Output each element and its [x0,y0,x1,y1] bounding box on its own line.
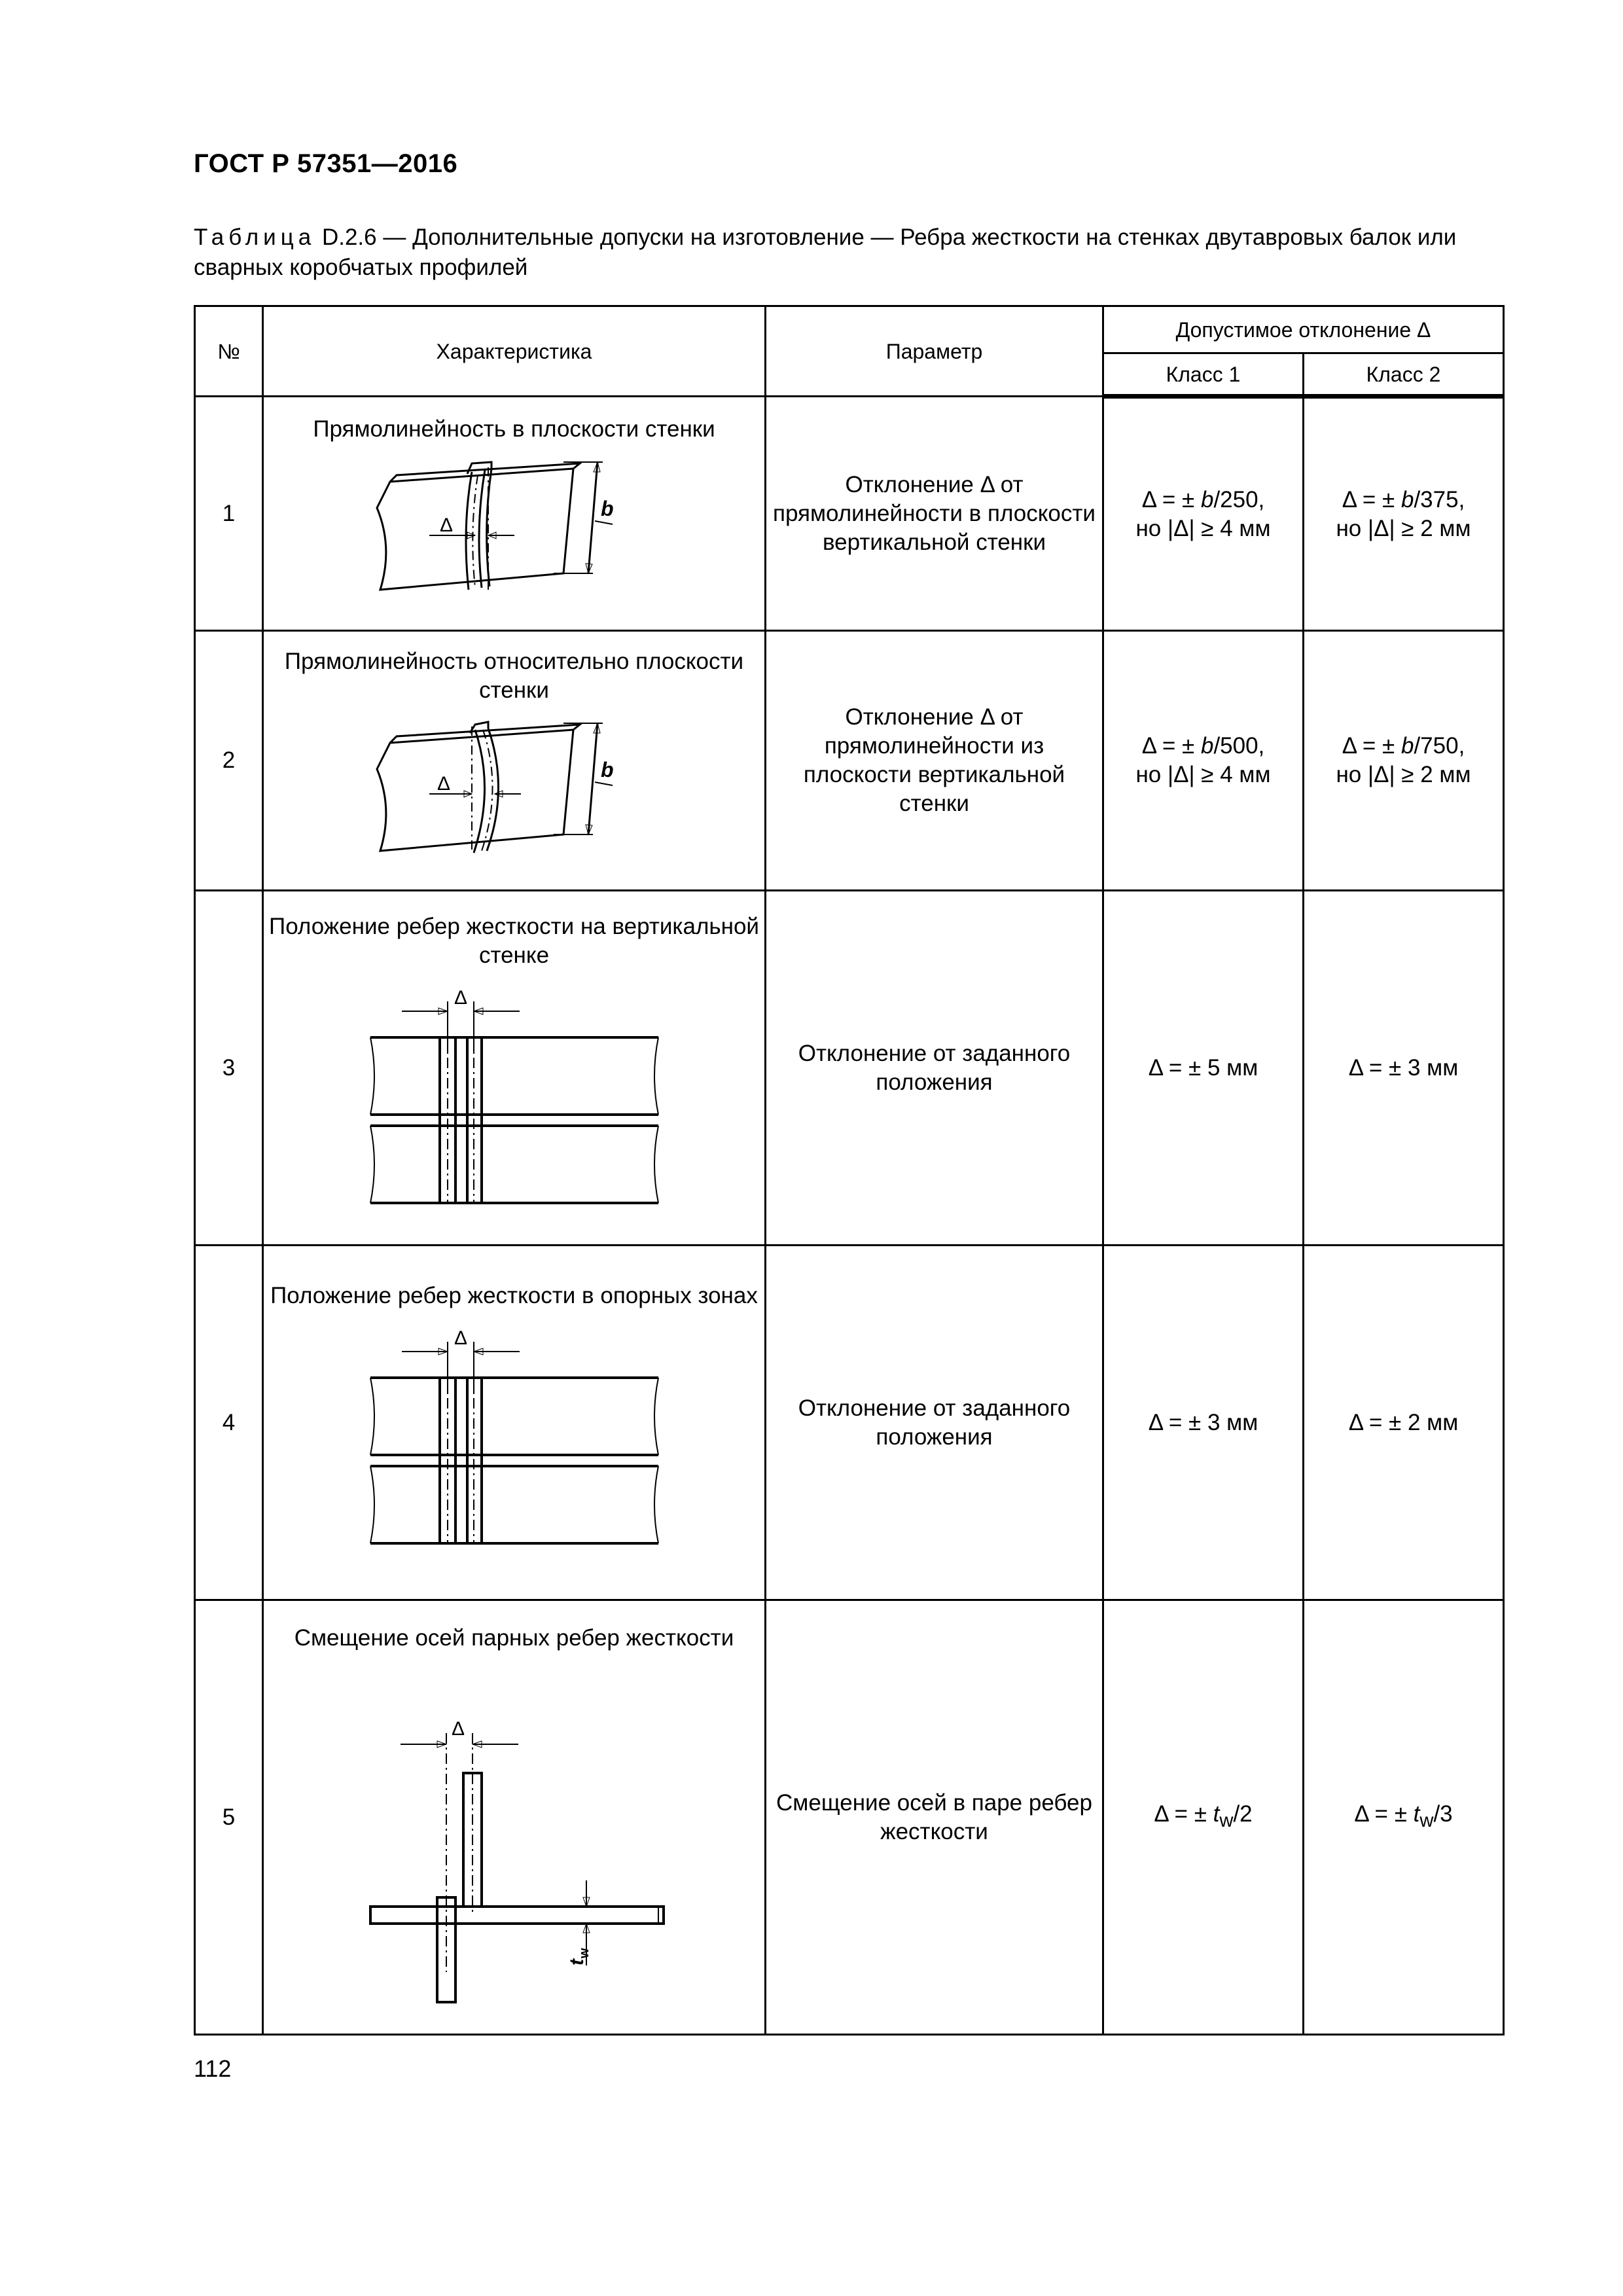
standard-title: ГОСТ Р 57351—2016 [194,149,458,178]
characteristic-cell [263,397,766,631]
header-class2: Класс 2 [1304,353,1504,397]
header-num: № [195,306,263,397]
class2-cell: Δ = ± 3 мм [1304,891,1504,1246]
caption-text: D.2.6 — Дополнительные допуски на изготовление — Ребра жесткости на стенках двутавровых балок или сварных коробчатых профилей [194,224,1457,280]
table-row [195,891,1504,1246]
stiffener-position-figure [357,975,671,1224]
tw-subscript: w [577,1947,592,1958]
delta-label: Δ [451,1717,465,1740]
header-class1: Класс 1 [1103,353,1304,397]
header-deviation: Допустимое отклонение Δ [1103,306,1504,353]
class2-cell: Δ = ± b/750, но |Δ| ≥ 2 мм [1304,631,1504,891]
row-num: 2 [195,631,263,891]
table-row [195,1246,1504,1600]
table-caption [194,223,1496,283]
delta-label: Δ [454,1327,467,1349]
parameter-cell: Отклонение Δ от прямолинейности в плоскости вертикальной стенки [766,397,1103,631]
paired-stiffener-offset-figure [357,1658,671,2011]
tw-label: t [565,1958,588,1965]
class1-cell: Δ = ± b/250, но |Δ| ≥ 4 мм [1103,397,1304,631]
row-num: 4 [195,1246,263,1600]
characteristic-label: Смещение осей парных ребер жесткости [294,1624,734,1651]
b-label: b [600,758,614,781]
header-parameter: Параметр [766,306,1103,397]
row-num: 5 [195,1600,263,2035]
characteristic-label: Положение ребер жесткости в опорных зонах [270,1282,758,1308]
characteristic-label: Прямолинейность относительно плоскости стенки [284,649,744,703]
class2-cell: Δ = ± b/375, но |Δ| ≥ 2 мм [1304,397,1504,631]
class2-cell: Δ = ± $t_w/3$ [1304,1600,1504,2035]
page-number: 112 [194,2055,232,2082]
row-num: 3 [195,891,263,1246]
table-row [195,1600,1504,2035]
caption-prefix: Таблица [194,224,316,250]
characteristic-label: Положение ребер жесткости на вертикальной стенке [269,913,759,968]
class2-cell: Δ = ± 2 мм [1304,1246,1504,1600]
parameter-cell: Смещение осей в паре ребер жесткости [766,1600,1103,2035]
table-row [195,397,1504,631]
tolerance-table [194,305,1505,2036]
characteristic-cell [263,631,766,891]
delta-label: Δ [437,773,450,795]
b-label: b [600,496,614,520]
characteristic-cell [263,1600,766,2035]
class1-cell: Δ = ± $t_w/2$ [1103,1600,1304,2035]
class1-cell: Δ = ± 5 мм [1103,891,1304,1246]
characteristic-cell [263,1246,766,1600]
parameter-cell: Отклонение от заданного положения [766,1246,1103,1600]
delta-label: Δ [439,514,453,536]
parameter-cell: Отклонение от заданного положения [766,891,1103,1246]
characteristic-cell [263,891,766,1246]
support-zone-stiffener-figure [357,1316,671,1564]
header-characteristic: Характеристика [263,306,766,397]
parameter-cell: Отклонение Δ от прямолинейности из плоскости вертикальной стенки [766,631,1103,891]
stiffener-out-of-plane-figure [364,710,665,874]
class1-cell: Δ = ± b/500, но |Δ| ≥ 4 мм [1103,631,1304,891]
stiffener-in-plane-figure [364,449,665,613]
delta-label: Δ [454,986,467,1009]
class1-cell: Δ = ± 3 мм [1103,1246,1304,1600]
table-row [195,631,1504,891]
row-num: 1 [195,397,263,631]
characteristic-label: Прямолинейность в плоскости стенки [313,416,715,442]
